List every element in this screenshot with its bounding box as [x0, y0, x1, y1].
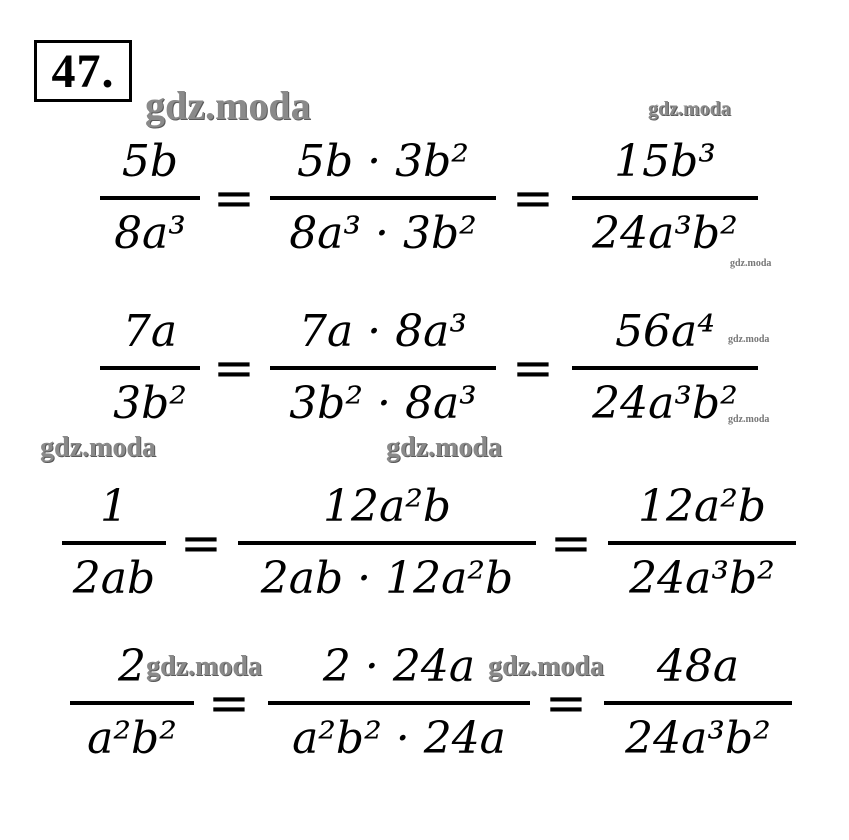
equals-sign: = — [180, 514, 222, 572]
watermark: gdz.moda — [145, 83, 311, 128]
fraction-bar — [604, 701, 792, 705]
equals-sign: = — [512, 169, 554, 227]
fraction — [572, 130, 758, 270]
equals-sign: = — [545, 674, 587, 732]
fraction-bar — [62, 541, 166, 545]
watermark: gdz.moda — [386, 432, 502, 463]
denominator: a²b² — [87, 713, 177, 764]
fraction-bar — [572, 366, 758, 370]
fraction — [270, 130, 496, 270]
numerator: 7a · 8a³ — [298, 306, 468, 357]
equation-row-4 — [0, 635, 849, 775]
denominator: 24a³b² — [629, 553, 775, 604]
fraction-bar — [238, 541, 536, 545]
fraction-bar — [270, 196, 496, 200]
numerator: 12a²b — [637, 481, 767, 532]
denominator: 3b² — [113, 378, 187, 429]
watermark: gdz.moda — [146, 651, 262, 682]
fraction — [572, 300, 758, 440]
numerator: 7a — [122, 306, 178, 357]
equation-row-3 — [0, 475, 849, 615]
denominator: 2ab · 12a²b — [260, 553, 514, 604]
fraction — [100, 130, 200, 270]
fraction — [604, 635, 792, 775]
equals-sign: = — [213, 169, 255, 227]
problem-number: 47. — [34, 40, 132, 102]
fraction — [70, 635, 194, 775]
equals-sign: = — [213, 339, 255, 397]
denominator: 8a³ — [114, 208, 186, 259]
fraction — [270, 300, 496, 440]
watermark: gdz.moda — [488, 651, 604, 682]
fraction — [268, 635, 530, 775]
fraction — [238, 475, 536, 615]
watermark: gdz.moda — [730, 258, 772, 269]
denominator: 24a³b² — [625, 713, 771, 764]
numerator: 1 — [100, 481, 128, 532]
equals-sign: = — [550, 514, 592, 572]
watermark: gdz.moda — [648, 98, 731, 120]
numerator: 2 · 24a — [322, 641, 476, 692]
denominator: 3b² · 8a³ — [289, 378, 477, 429]
fraction-bar — [70, 701, 194, 705]
denominator: 24a³b² — [592, 208, 738, 259]
fraction — [100, 300, 200, 440]
fraction — [62, 475, 166, 615]
fraction-bar — [100, 366, 200, 370]
watermark: gdz.moda — [728, 334, 770, 345]
watermark: gdz.moda — [728, 414, 770, 425]
numerator: 2 — [118, 641, 146, 692]
numerator: 56a⁴ — [615, 306, 715, 357]
watermark: gdz.moda — [40, 432, 156, 463]
fraction-bar — [572, 196, 758, 200]
denominator: a²b² · 24a — [292, 713, 506, 764]
fraction-bar — [608, 541, 796, 545]
numerator: 12a²b — [322, 481, 452, 532]
fraction — [608, 475, 796, 615]
equals-sign: = — [208, 674, 250, 732]
fraction-bar — [100, 196, 200, 200]
denominator: 24a³b² — [592, 378, 738, 429]
numerator: 5b — [121, 136, 179, 187]
equation-row-2 — [0, 300, 849, 440]
denominator: 2ab — [72, 553, 156, 604]
equals-sign: = — [512, 339, 554, 397]
denominator: 8a³ · 3b² — [289, 208, 477, 259]
equation-row-1 — [0, 130, 849, 270]
numerator: 15b³ — [614, 136, 716, 187]
numerator: 48a — [656, 641, 740, 692]
fraction-bar — [268, 701, 530, 705]
fraction-bar — [270, 366, 496, 370]
numerator: 5b · 3b² — [297, 136, 469, 187]
